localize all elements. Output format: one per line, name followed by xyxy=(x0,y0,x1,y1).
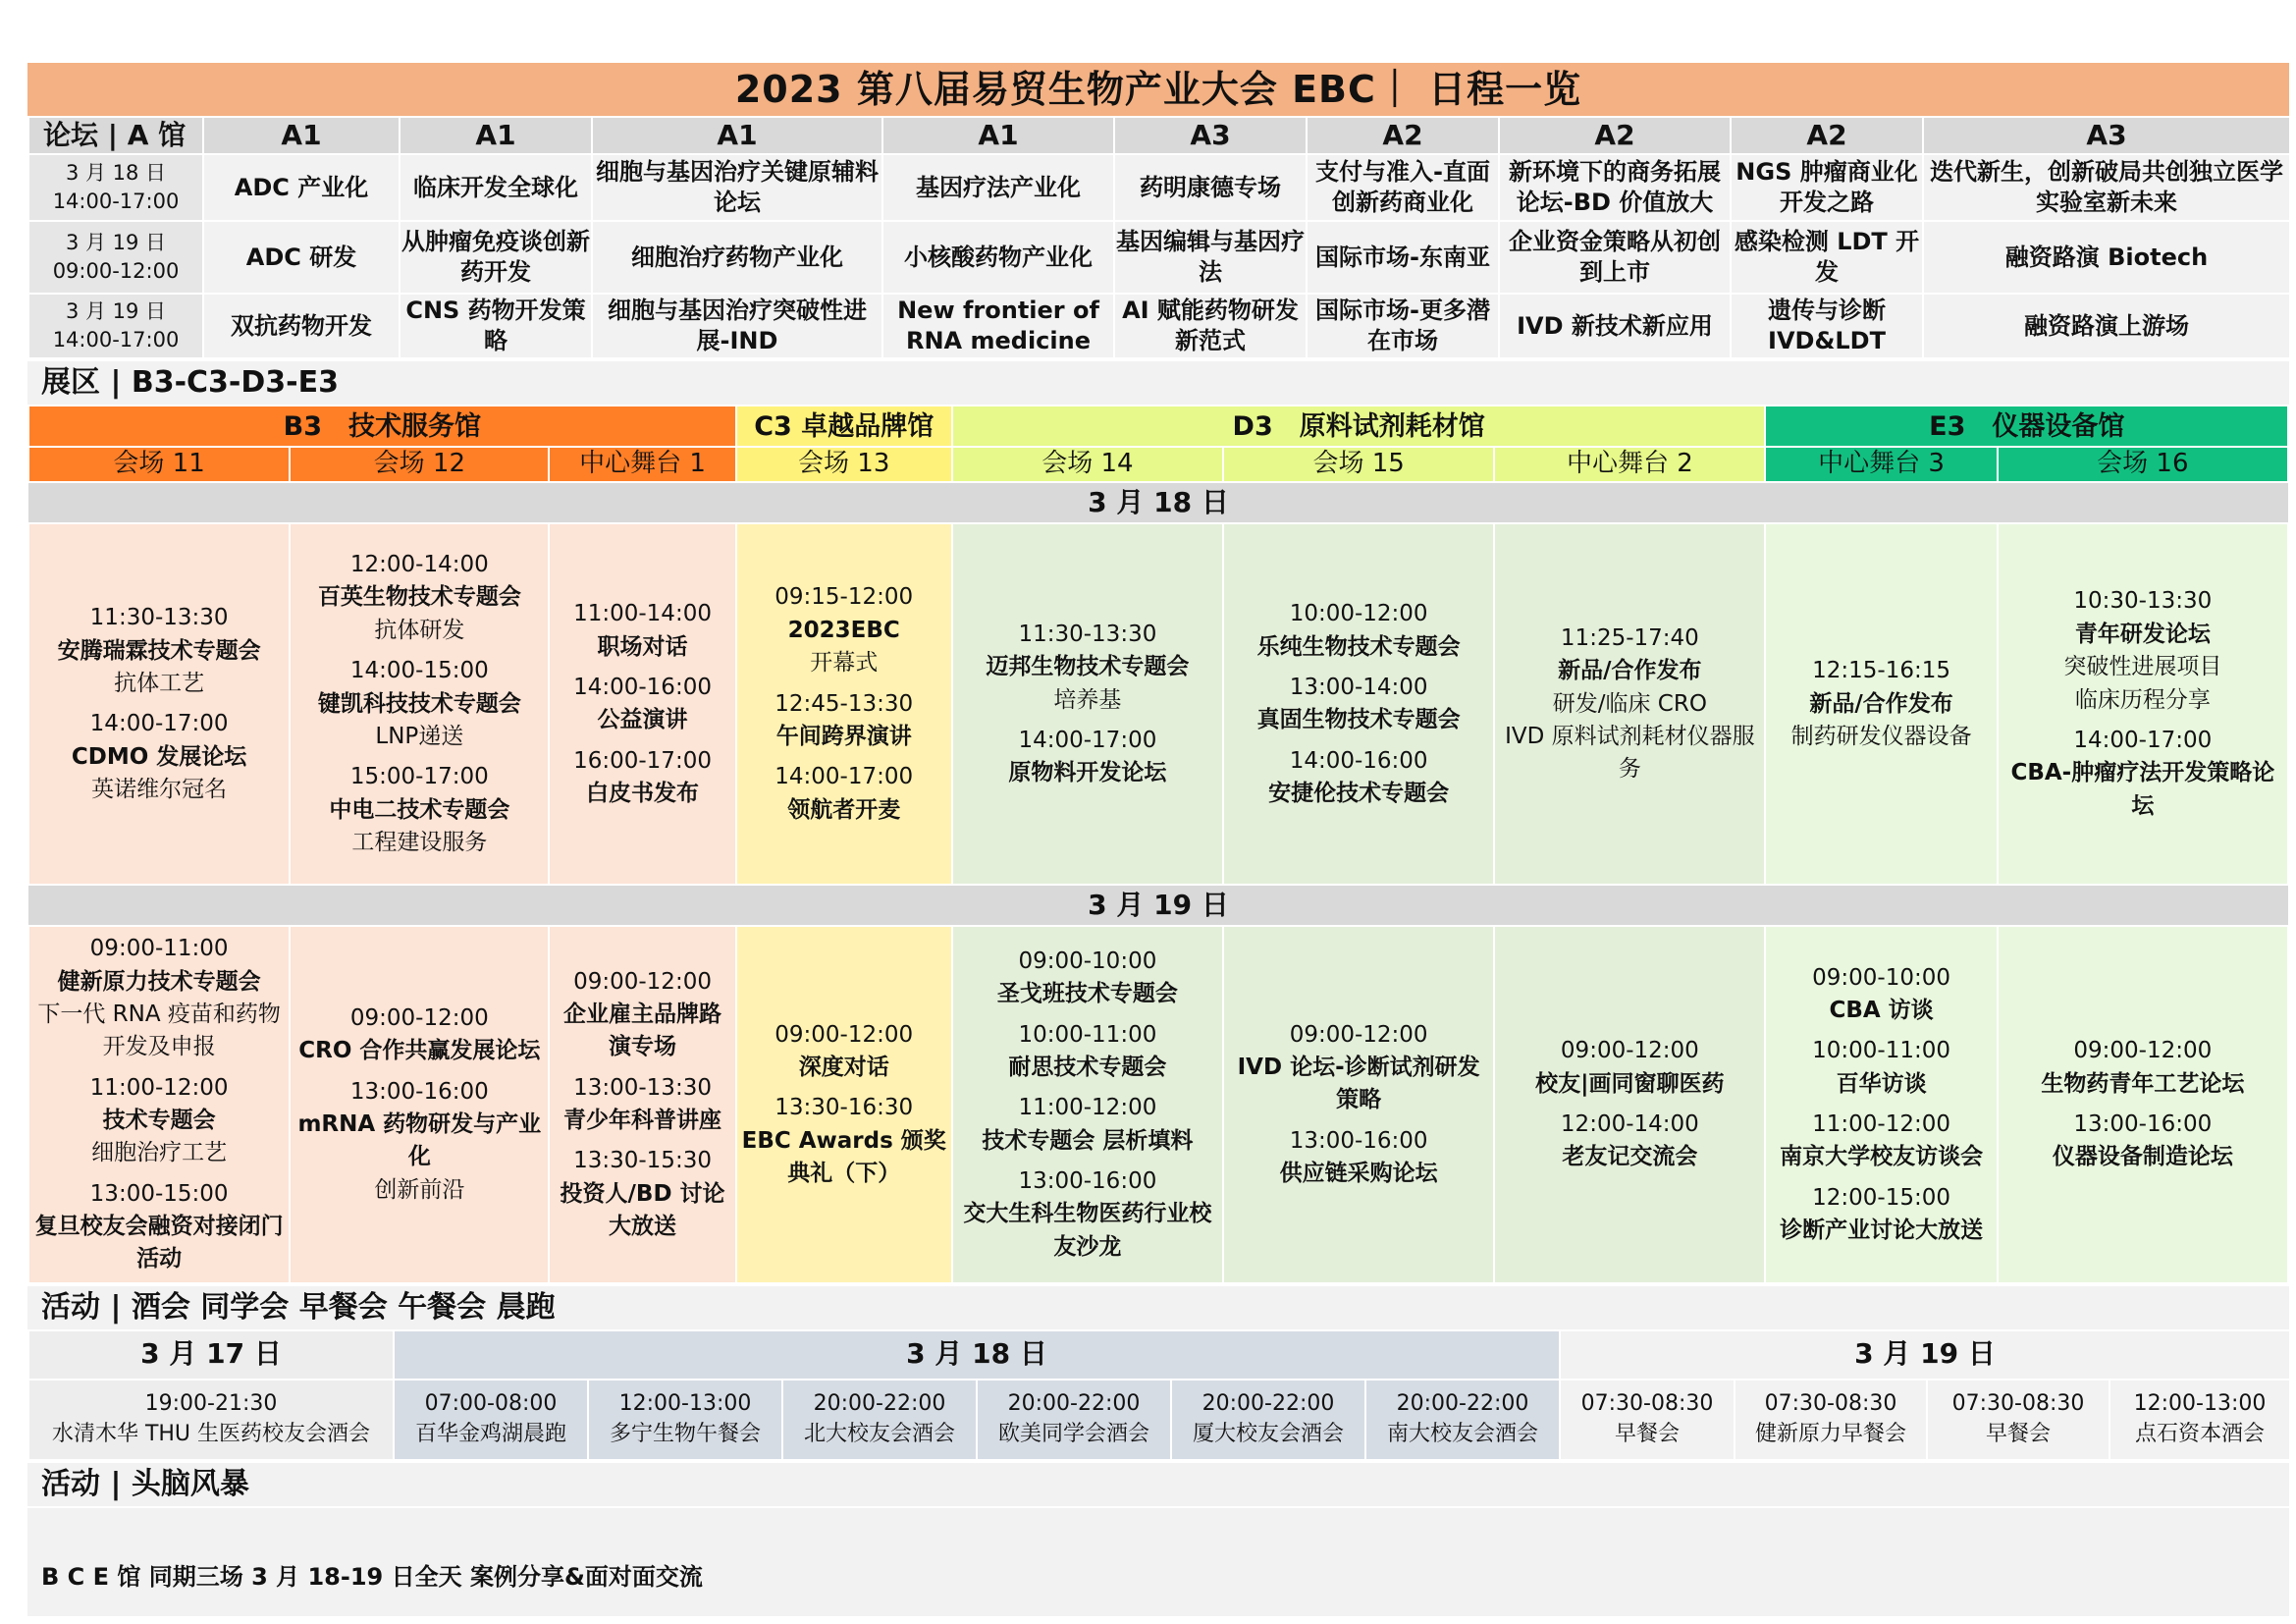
session-time: 13:30-15:30 xyxy=(573,1148,712,1174)
session-line: 青少年科普讲座 xyxy=(563,1107,722,1133)
expo-section-label: 展区 | B3-C3-D3-E3 xyxy=(27,359,2289,405)
forum-session: NGS 肿瘤商业化开发之路 xyxy=(1731,154,1923,221)
session-time: 13:30-16:30 xyxy=(774,1095,914,1121)
page-title: 2023 第八届易贸生物产业大会 EBC｜ 日程一览 xyxy=(27,63,2289,116)
schedule-cell xyxy=(290,523,549,885)
forum-session: 基因编辑与基因疗法 xyxy=(1114,221,1307,294)
hall-header: A2 xyxy=(1499,117,1731,154)
forum-session: 融资路演 Biotech xyxy=(1923,221,2290,294)
session-line: 细胞治疗工艺 xyxy=(91,1140,228,1166)
brainstorm-note xyxy=(27,1506,2289,1616)
session-time: 11:00-12:00 xyxy=(89,1074,229,1101)
session-line: 安捷伦技术专题会 xyxy=(1268,780,1450,806)
schedule-cell xyxy=(736,523,952,885)
activity-event: 07:30-08:30 健新原力早餐会 xyxy=(1735,1380,1927,1460)
venue-label: 会场 13 xyxy=(736,447,952,482)
schedule-cell xyxy=(1765,926,1997,1282)
schedule-cell xyxy=(1998,523,2288,885)
activity-event: 20:00-22:00 欧美同学会酒会 xyxy=(977,1380,1171,1460)
session-time: 10:00-11:00 xyxy=(1018,1021,1157,1048)
session-time: 11:25-17:40 xyxy=(1560,624,1699,651)
session-time: 13:00-16:00 xyxy=(2073,1110,2213,1137)
forum-session: 从肿瘤免疫谈创新药开发 xyxy=(400,221,592,294)
session-time: 10:30-13:30 xyxy=(2073,588,2213,615)
session-line: 白皮书发布 xyxy=(586,780,700,806)
session-line: 迈邦生物技术专题会 xyxy=(986,654,1190,680)
hall-header: A2 xyxy=(1307,117,1499,154)
day-bar: 3 月 18 日 xyxy=(28,482,2288,523)
session-line: 创新前沿 xyxy=(374,1176,465,1203)
session-line: 投资人/BD 讨论大放送 xyxy=(560,1180,725,1239)
session-time: 12:45-13:30 xyxy=(774,690,914,717)
venue-label: 中心舞台 1 xyxy=(549,447,735,482)
session-time: 09:00-10:00 xyxy=(1018,947,1157,974)
session-time: 12:15-16:15 xyxy=(1812,658,1951,684)
session-line: mRNA 药物研发与产业化 xyxy=(297,1110,542,1170)
session-time: 15:00-17:00 xyxy=(349,764,489,790)
session-line: CDMO 发展论坛 xyxy=(71,743,247,770)
session-line: 老友记交流会 xyxy=(1562,1144,1698,1170)
forum-session: 基因疗法产业化 xyxy=(882,154,1114,221)
session-line: 突破性进展项目 xyxy=(2063,654,2222,680)
venue-label: 会场 16 xyxy=(1998,447,2288,482)
session-line: CBA-肿瘤疗法开发策略论坛 xyxy=(2010,760,2275,819)
session-line: 校友|画同窗聊医药 xyxy=(1535,1070,1725,1097)
session-line: 工程建设服务 xyxy=(351,829,488,855)
session-line: 复旦校友会融资对接闭门活动 xyxy=(34,1213,284,1272)
session-line: 企业雇主品牌路演专场 xyxy=(563,1001,722,1060)
session-time: 14:00-15:00 xyxy=(349,658,489,684)
forum-session: IVD 新技术新应用 xyxy=(1499,294,1731,358)
forum-label: 论坛 | A 馆 xyxy=(28,117,203,154)
venue-label: 会场 12 xyxy=(290,447,549,482)
schedule-cell xyxy=(1494,926,1765,1282)
session-time: 13:00-16:00 xyxy=(1018,1167,1157,1194)
session-time: 11:30-13:30 xyxy=(89,605,229,631)
session-time: 11:30-13:30 xyxy=(1018,621,1157,647)
schedule-cell xyxy=(952,926,1223,1282)
session-line: 抗体研发 xyxy=(374,617,465,643)
session-line: 圣戈班技术专题会 xyxy=(996,981,1178,1007)
session-time: 13:00-13:30 xyxy=(573,1074,712,1101)
hall-header: A1 xyxy=(203,117,400,154)
forum-session: 细胞与基因治疗关键原辅料论坛 xyxy=(592,154,882,221)
session-time: 10:00-12:00 xyxy=(1289,601,1428,627)
session-line: 下一代 RNA 疫苗和药物开发及申报 xyxy=(37,1001,281,1060)
session-line: 公益演讲 xyxy=(597,707,688,733)
activities-table xyxy=(27,1329,2291,1461)
activity-event: 20:00-22:00 南大校友会酒会 xyxy=(1365,1380,1560,1460)
session-time: 14:00-17:00 xyxy=(89,711,229,737)
session-time: 11:00-12:00 xyxy=(1812,1110,1951,1137)
session-line: 研发/临床 CRO xyxy=(1552,690,1707,717)
session-time: 13:00-14:00 xyxy=(1289,674,1428,700)
session-line: 真固生物技术专题会 xyxy=(1256,707,1461,733)
session-time: 14:00-17:00 xyxy=(1018,727,1157,753)
session-line: 健新原力技术专题会 xyxy=(57,968,261,995)
activity-day: 3 月 17 日 xyxy=(28,1330,394,1380)
activity-event: 12:00-13:00 多宁生物午餐会 xyxy=(588,1380,782,1460)
activity-event: 20:00-22:00 北大校友会酒会 xyxy=(782,1380,977,1460)
session-line: 2023EBC xyxy=(787,617,900,643)
session-line: 技术专题会 层析填料 xyxy=(982,1127,1194,1154)
forum-session: 双抗药物开发 xyxy=(203,294,400,358)
brainstorm-text: B C E 馆 同期三场 3 月 18-19 日全天 案例分享&面对面交流 xyxy=(41,1562,703,1591)
forum-session: CNS 药物开发策略 xyxy=(400,294,592,358)
forum-session: 小核酸药物产业化 xyxy=(882,221,1114,294)
session-time: 12:00-14:00 xyxy=(1560,1110,1699,1137)
activity-event: 07:30-08:30 早餐会 xyxy=(1560,1380,1735,1460)
forum-session: AI 赋能药物研发新范式 xyxy=(1114,294,1307,358)
session-line: 诊断产业讨论大放送 xyxy=(1780,1217,1984,1243)
session-line: 领航者开麦 xyxy=(787,796,901,823)
venue-label: 中心舞台 3 xyxy=(1765,447,1997,482)
schedule-cell xyxy=(290,926,549,1282)
schedule-cell xyxy=(736,926,952,1282)
session-line: 开幕式 xyxy=(810,650,879,677)
session-time: 16:00-17:00 xyxy=(573,747,712,774)
forum-session: 迭代新生，创新破局共创独立医学实验室新未来 xyxy=(1923,154,2290,221)
hall-header: A1 xyxy=(592,117,882,154)
hall-header: A3 xyxy=(1923,117,2290,154)
session-line: 交大生科生物医药行业校友沙龙 xyxy=(963,1201,1212,1260)
session-line: 深度对话 xyxy=(798,1054,889,1080)
venue-label: 会场 14 xyxy=(952,447,1223,482)
session-time: 09:00-12:00 xyxy=(2073,1038,2213,1064)
venue-label: 中心舞台 2 xyxy=(1494,447,1765,482)
venue-label: 会场 11 xyxy=(28,447,290,482)
session-line: 百华访谈 xyxy=(1836,1070,1927,1097)
schedule-cell xyxy=(1494,523,1765,885)
session-line: 制药研发仪器设备 xyxy=(1790,723,1972,749)
session-time: 14:00-16:00 xyxy=(1289,747,1428,774)
session-time: 11:00-14:00 xyxy=(573,601,712,627)
session-time: 13:00-15:00 xyxy=(89,1180,229,1207)
session-time: 13:00-16:00 xyxy=(1289,1127,1428,1154)
session-line: 原物料开发论坛 xyxy=(1008,760,1167,786)
activities-section-label: 活动 | 酒会 同学会 早餐会 午餐会 晨跑 xyxy=(27,1284,2289,1329)
schedule-cell xyxy=(1765,523,1997,885)
session-time: 12:00-14:00 xyxy=(349,552,489,578)
activity-day: 3 月 19 日 xyxy=(1560,1330,2290,1380)
session-date: 3 月 19 日 14:00-17:00 xyxy=(28,294,203,358)
session-line: 安腾瑞霖技术专题会 xyxy=(57,637,261,664)
hall-header: A2 xyxy=(1731,117,1923,154)
schedule-cell xyxy=(952,523,1223,885)
schedule-cell xyxy=(1998,926,2288,1282)
session-time: 09:00-11:00 xyxy=(89,936,229,962)
session-time: 14:00-16:00 xyxy=(573,674,712,700)
hall-header: A1 xyxy=(882,117,1114,154)
hall-header: A3 xyxy=(1114,117,1307,154)
forum-session: 细胞与基因治疗突破性进展-IND xyxy=(592,294,882,358)
session-line: 技术专题会 xyxy=(102,1107,216,1133)
session-line: 培养基 xyxy=(1053,686,1122,713)
schedule-cell xyxy=(28,926,290,1282)
schedule-cell xyxy=(1223,926,1494,1282)
forum-session: 国际市场-东南亚 xyxy=(1307,221,1499,294)
session-time: 09:00-12:00 xyxy=(573,968,712,995)
session-line: 午间跨界演讲 xyxy=(775,723,912,749)
session-time: 12:00-15:00 xyxy=(1812,1184,1951,1211)
session-time: 09:00-12:00 xyxy=(1289,1021,1428,1048)
hall-d3: D3 原料试剂耗材馆 xyxy=(952,406,1766,447)
schedule-cell xyxy=(1223,523,1494,885)
expo-table xyxy=(27,405,2289,1283)
session-time: 13:00-16:00 xyxy=(349,1078,489,1105)
session-date: 3 月 19 日 09:00-12:00 xyxy=(28,221,203,294)
forum-session: 新环境下的商务拓展论坛-BD 价值放大 xyxy=(1499,154,1731,221)
session-line: IVD 原料试剂耗材仪器服务 xyxy=(1505,723,1755,783)
session-line: 抗体工艺 xyxy=(114,670,205,696)
session-time: 14:00-17:00 xyxy=(774,764,914,790)
session-line: LNP递送 xyxy=(375,723,464,749)
session-line: 中电二技术专题会 xyxy=(329,796,510,823)
session-line: 英诺维尔冠名 xyxy=(91,776,228,802)
session-line: 生物药青年工艺论坛 xyxy=(2041,1070,2245,1097)
forum-session: New frontier of RNA medicine xyxy=(882,294,1114,358)
session-line: 南京大学校友访谈会 xyxy=(1780,1144,1984,1170)
venue-label: 会场 15 xyxy=(1223,447,1494,482)
schedule-cell xyxy=(28,523,290,885)
forum-session: 药明康德专场 xyxy=(1114,154,1307,221)
forum-session: 临床开发全球化 xyxy=(400,154,592,221)
session-line: 新品/合作发布 xyxy=(1558,658,1702,684)
session-line: 百英生物技术专题会 xyxy=(317,584,521,611)
forum-session: 感染检测 LDT 开发 xyxy=(1731,221,1923,294)
session-time: 14:00-17:00 xyxy=(2073,727,2213,753)
session-time: 10:00-11:00 xyxy=(1812,1038,1951,1064)
session-line: CRO 合作共赢发展论坛 xyxy=(298,1038,541,1064)
session-date: 3 月 18 日 14:00-17:00 xyxy=(28,154,203,221)
hall-header: A1 xyxy=(400,117,592,154)
forum-session: ADC 研发 xyxy=(203,221,400,294)
session-time: 09:15-12:00 xyxy=(774,584,914,611)
forum-table xyxy=(27,116,2291,359)
forum-session: 遗传与诊断 IVD&LDT xyxy=(1731,294,1923,358)
activity-event: 07:00-08:00 百华金鸡湖晨跑 xyxy=(394,1380,588,1460)
session-line: 临床历程分享 xyxy=(2074,686,2211,713)
session-line: 耐思技术专题会 xyxy=(1008,1054,1167,1080)
session-line: 供应链采购论坛 xyxy=(1279,1160,1438,1186)
session-line: 乐纯生物技术专题会 xyxy=(1256,633,1461,660)
forum-session: 融资路演上游场 xyxy=(1923,294,2290,358)
session-time: 09:00-12:00 xyxy=(1560,1038,1699,1064)
hall-c3: C3 卓越品牌馆 xyxy=(736,406,952,447)
activity-event: 19:00-21:30 水清木华 THU 生医药校友会酒会 xyxy=(28,1380,394,1460)
session-line: 仪器设备制造论坛 xyxy=(2052,1144,2233,1170)
brainstorm-section-label: 活动 | 头脑风暴 xyxy=(27,1461,2289,1506)
session-line: 职场对话 xyxy=(597,633,688,660)
forum-session: ADC 产业化 xyxy=(203,154,400,221)
schedule-cell xyxy=(549,523,735,885)
session-time: 11:00-12:00 xyxy=(1018,1095,1157,1121)
activity-event: 20:00-22:00 厦大校友会酒会 xyxy=(1171,1380,1365,1460)
session-line: CBA 访谈 xyxy=(1829,997,1934,1023)
session-line: 新品/合作发布 xyxy=(1809,690,1953,717)
forum-session: 细胞治疗药物产业化 xyxy=(592,221,882,294)
session-time: 09:00-10:00 xyxy=(1812,964,1951,991)
forum-session: 支付与准入-直面创新药商业化 xyxy=(1307,154,1499,221)
session-line: IVD 论坛-诊断试剂研发策略 xyxy=(1237,1054,1480,1113)
forum-session: 国际市场-更多潜在市场 xyxy=(1307,294,1499,358)
forum-session: 企业资金策略从初创到上市 xyxy=(1499,221,1731,294)
session-line: 键凯科技技术专题会 xyxy=(317,690,521,717)
schedule-cell xyxy=(549,926,735,1282)
hall-b3: B3 技术服务馆 xyxy=(28,406,736,447)
session-line: 青年研发论坛 xyxy=(2074,621,2211,647)
session-time: 09:00-12:00 xyxy=(774,1021,914,1048)
activity-event: 07:30-08:30 早餐会 xyxy=(1927,1380,2109,1460)
session-line: EBC Awards 颁奖典礼（下） xyxy=(741,1127,946,1186)
activity-day: 3 月 18 日 xyxy=(394,1330,1560,1380)
session-time: 09:00-12:00 xyxy=(349,1004,489,1031)
activity-event: 12:00-13:00 点石资本酒会 xyxy=(2109,1380,2290,1460)
day-bar: 3 月 19 日 xyxy=(28,885,2288,926)
hall-e3: E3 仪器设备馆 xyxy=(1765,406,2288,447)
